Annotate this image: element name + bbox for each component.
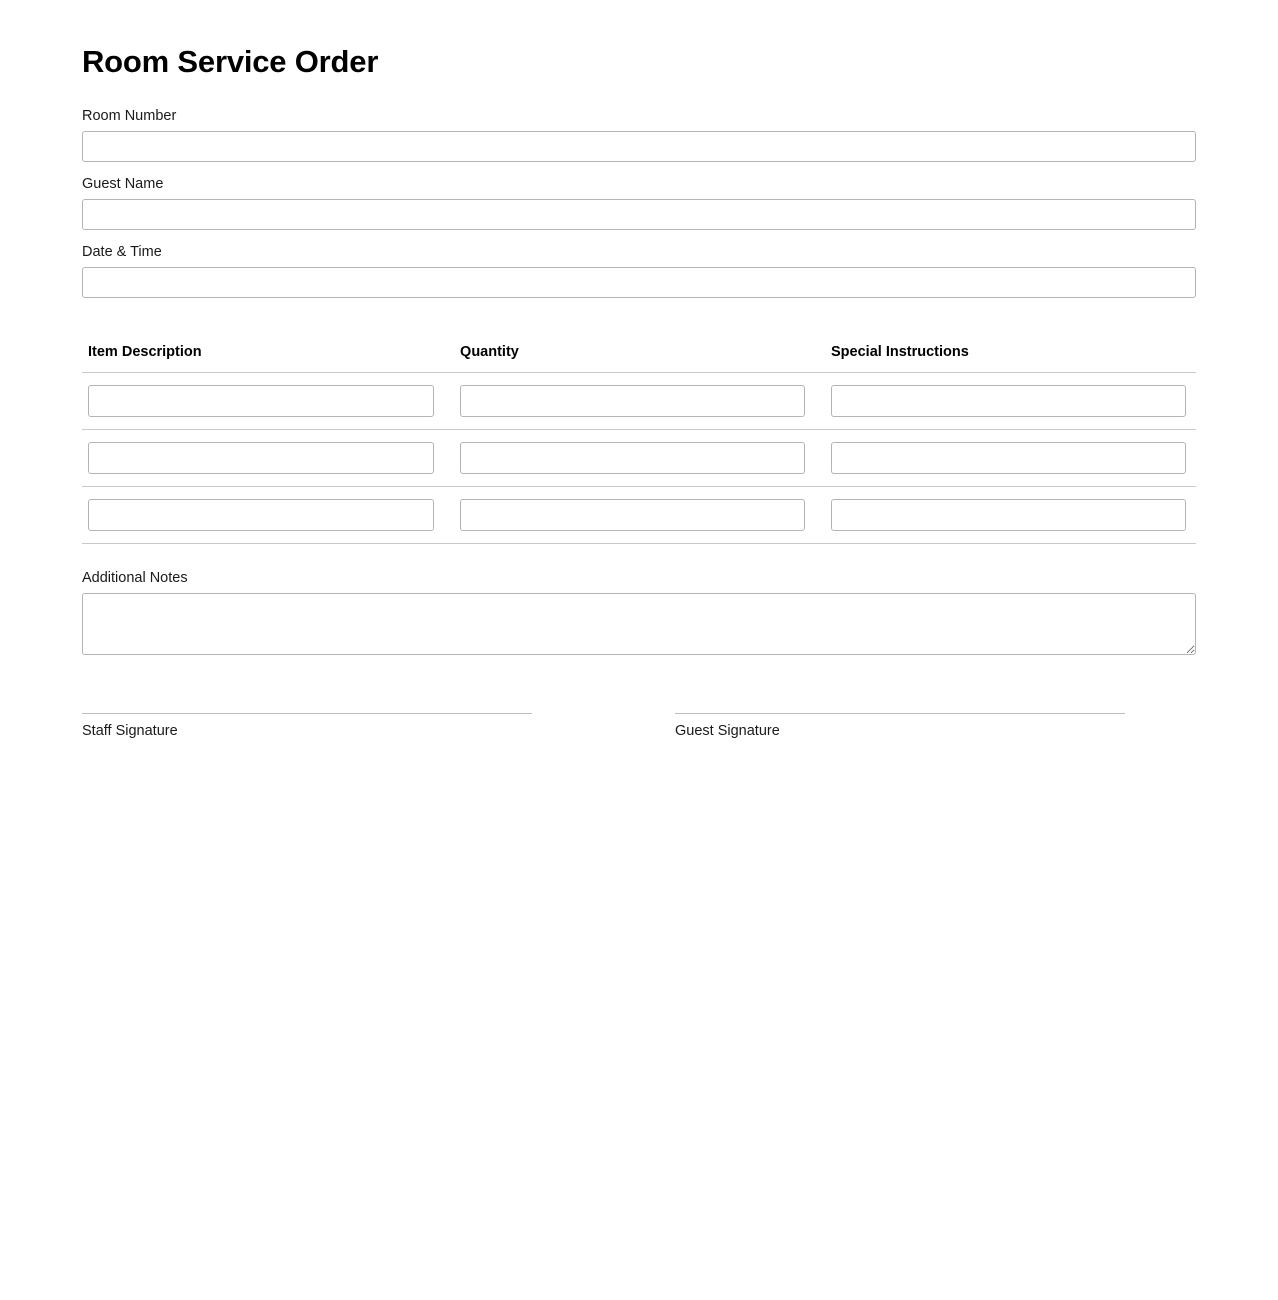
table-row <box>82 430 1196 487</box>
column-header-quantity: Quantity <box>454 344 825 373</box>
item-description-input-2[interactable] <box>88 442 434 474</box>
guest-signature-label: Guest Signature <box>675 723 780 739</box>
cell-quantity <box>454 430 825 487</box>
date-time-input[interactable] <box>82 267 1196 298</box>
staff-signature-block <box>82 713 639 739</box>
field-room-number <box>82 108 1196 162</box>
field-label-date-time: Date & Time <box>82 244 162 260</box>
cell-special-instructions <box>825 487 1196 544</box>
cell-quantity <box>454 373 825 430</box>
cell-item-description <box>82 430 454 487</box>
special-instructions-input-1[interactable] <box>831 385 1186 417</box>
field-date-time <box>82 244 1196 298</box>
guest-signature-block <box>639 713 1196 739</box>
column-header-item-description: Item Description <box>82 344 454 373</box>
quantity-input-2[interactable] <box>460 442 805 474</box>
field-guest-name <box>82 176 1196 230</box>
guest-name-input[interactable] <box>82 199 1196 230</box>
table-header-row <box>82 344 1196 373</box>
cell-item-description <box>82 487 454 544</box>
field-label-guest-name: Guest Name <box>82 176 164 192</box>
field-label-room-number: Room Number <box>82 108 177 124</box>
items-table <box>82 344 1196 544</box>
table-row <box>82 487 1196 544</box>
additional-notes-block <box>82 570 1196 655</box>
room-number-input[interactable] <box>82 131 1196 162</box>
cell-special-instructions <box>825 430 1196 487</box>
item-description-input-1[interactable] <box>88 385 434 417</box>
guest-signature-line[interactable] <box>675 713 1125 714</box>
additional-notes-label: Additional Notes <box>82 570 188 586</box>
special-instructions-input-2[interactable] <box>831 442 1186 474</box>
additional-notes-textarea[interactable] <box>82 593 1196 655</box>
staff-signature-line[interactable] <box>82 713 532 714</box>
item-description-input-3[interactable] <box>88 499 434 531</box>
cell-item-description <box>82 373 454 430</box>
cell-quantity <box>454 487 825 544</box>
staff-signature-label: Staff Signature <box>82 723 178 739</box>
page-title: Room Service Order <box>82 44 379 79</box>
signature-section <box>82 713 1196 739</box>
quantity-input-1[interactable] <box>460 385 805 417</box>
items-section <box>82 344 1196 544</box>
table-row <box>82 373 1196 430</box>
special-instructions-input-3[interactable] <box>831 499 1186 531</box>
column-header-special-instructions: Special Instructions <box>825 344 1196 373</box>
cell-special-instructions <box>825 373 1196 430</box>
quantity-input-3[interactable] <box>460 499 805 531</box>
